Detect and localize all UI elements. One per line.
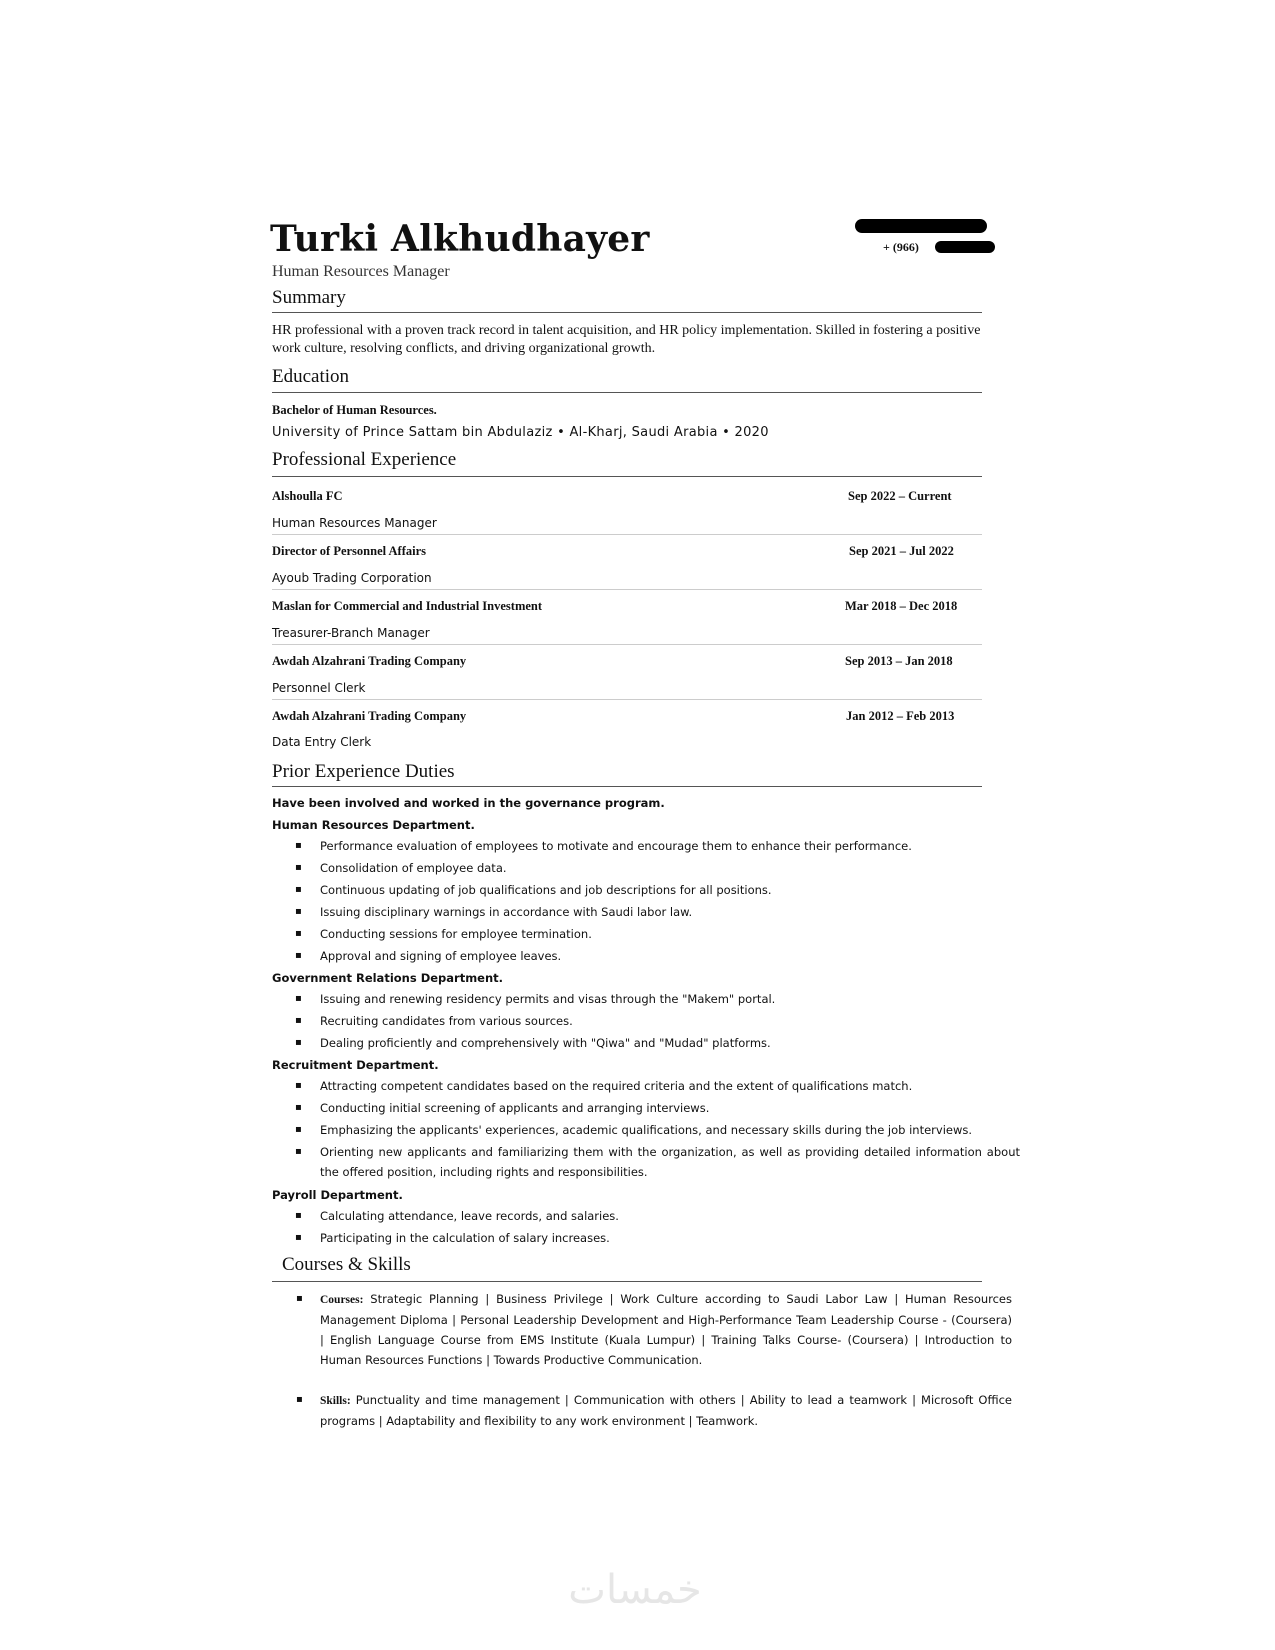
department-heading: Payroll Department. [272,1188,403,1202]
summary-text: HR professional with a proven track record in talent acquisition, and HR policy implementation. Skilled in fostering a positive work culture, resolving conflicts, and driving organizational growth. [272,323,981,356]
watermark-logo [545,1565,725,1615]
job-dates: Sep 2013 – Jan 2018 [845,654,953,668]
list-item: ▪ Conducting sessions for employee termination. [320,924,1020,944]
list-item: ▪ Orienting new applicants and familiarizing them with the organization, as well as providing detailed information about the offered position, including rights and responsibilities. [320,1142,1020,1182]
department-heading: Government Relations Department. [272,971,504,985]
list-item: ▪ Continuous updating of job qualifications and job descriptions for all positions. [320,880,1020,900]
skills-entry [320,1390,1012,1431]
job-company: Maslan for Commercial and Industrial Investment [272,599,543,613]
section-title-summary: Summary [272,287,346,308]
job-title: Human Resources Manager [272,263,450,280]
section-title-experience: Professional Experience [272,449,457,470]
job-company: Alshoulla FC [272,489,343,503]
section-title-courses-skills: Courses & Skills [282,1254,411,1275]
list-item: ▪ Participating in the calculation of salary increases. [320,1228,1020,1248]
job-role: Human Resources Manager [272,516,437,530]
courses-entry [320,1289,1012,1370]
divider [272,1281,982,1282]
department-heading: Human Resources Department. [272,818,475,832]
job-dates: Mar 2018 – Dec 2018 [845,599,958,613]
watermark-text: خمسات [568,1567,702,1613]
job-dates: Sep 2021 – Jul 2022 [849,544,954,558]
job-dates: Jan 2012 – Feb 2013 [846,709,955,723]
job-role: Data Entry Clerk [272,735,372,749]
list-item: ▪ Calculating attendance, leave records, and salaries. [320,1206,1020,1226]
skills-label: Skills: [320,1395,351,1407]
list-item: ▪ Emphasizing the applicants' experiences, academic qualifications, and necessary skills during the job interviews. [320,1120,1020,1140]
job-company: Awdah Alzahrani Trading Company [272,654,467,668]
courses-label: Courses: [320,1294,364,1306]
phone-prefix: + (966) [883,240,919,254]
courses-text: Strategic Planning | Business Privilege | Work Culture according to Saudi Labor Law | Human Resources Management Diploma | Personal Leadership Development and High-Performance Team Leadership Course - (Coursera) | English Language Course from EMS Institute (Kuala Lumpur) | Training Talks Course- (Coursera) | Introduction to Human Resources Functions | Towards Productive Communication. [320,1292,1013,1367]
list-item: ▪ Performance evaluation of employees to motivate and encourage them to enhance their performance. [320,836,1020,856]
section-title-education: Education [272,366,350,387]
list-item: ▪ Recruiting candidates from various sources. [320,1011,1020,1031]
job-role: Ayoub Trading Corporation [272,571,432,585]
job-role: Personnel Clerk [272,681,366,695]
resume-name: Turki Alkhudhayer [270,218,650,260]
list-item: ▪ Attracting competent candidates based on the required criteria and the extent of qualifications match. [320,1076,1020,1096]
list-item: ▪ Conducting initial screening of applicants and arranging interviews. [320,1098,1020,1118]
watermark-logo-icon [545,1565,725,1615]
list-item: ▪ Issuing and renewing residency permits and visas through the "Makem" portal. [320,989,1020,1009]
job-company: Director of Personnel Affairs [272,544,427,558]
education-school: University of Prince Sattam bin Abdulaziz • Al-Kharj, Saudi Arabia • 2020 [272,425,769,440]
section-title-duties: Prior Experience Duties [272,761,455,782]
list-item: ▪ Approval and signing of employee leaves. [320,946,1020,966]
list-item: ▪ Dealing proficiently and comprehensively with "Qiwa" and "Mudad" platforms. [320,1033,1020,1053]
skills-text: Punctuality and time management | Communication with others | Ability to lead a teamwork | Microsoft Office programs | Adaptability and flexibility to any work environment | Teamwork. [320,1393,1013,1428]
education-degree: Bachelor of Human Resources. [272,403,437,417]
list-item: ▪ Consolidation of employee data. [320,858,1020,878]
job-company: Awdah Alzahrani Trading Company [272,709,467,723]
duties-intro: Have been involved and worked in the governance program. [272,796,665,810]
job-role: Treasurer-Branch Manager [272,626,430,640]
department-heading: Recruitment Department. [272,1058,439,1072]
job-dates: Sep 2022 – Current [848,489,952,503]
list-item: ▪ Issuing disciplinary warnings in accordance with Saudi labor law. [320,902,1020,922]
